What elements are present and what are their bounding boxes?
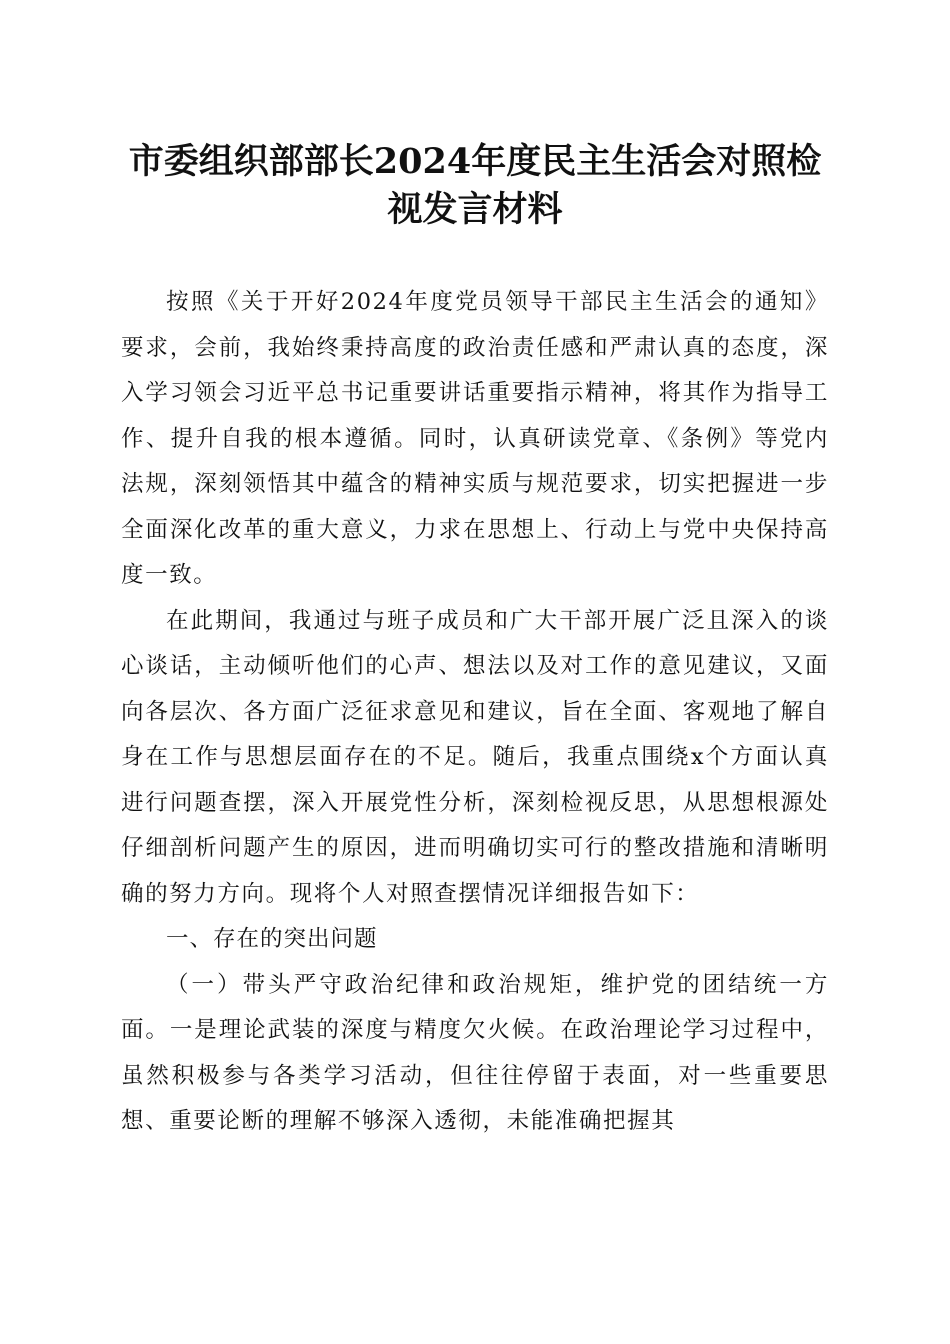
title-line-2: 视发言材料 <box>387 189 563 230</box>
subsection-paragraph: （一）带头严守政治纪律和政治规矩，维护党的团结统一方面。一是理论武装的深度与精度欠火候。在政治理论学习过程中，虽然积极参与各类学习活动，但往往停留于表面，对一些重要思想、重要论断的理解不够深入透彻，未能准确把握其 <box>121 971 829 1134</box>
document-body <box>121 280 829 1145</box>
body-paragraph-1: 按照《关于开好2024年度党员领导干部民主生活会的通知》要求，会前，我始终秉持高度的政治责任感和严肃认真的态度，深入学习领会习近平总书记重要讲话重要指示精神，将其作为指导工作、提升自我的根本遵循。同时，认真研读党章、《条例》等党内法规，深刻领悟其中蕴含的精神实质与规范要求，切实把握进一步全面深化改革的重大意义，力求在思想上、行动上与党中央保持高度一致。 <box>121 289 829 588</box>
title-line-1: 市委组织部部长2024年度民主生活会对照检 <box>128 141 822 182</box>
document-title <box>100 138 850 234</box>
body-paragraph-2: 在此期间，我通过与班子成员和广大干部开展广泛且深入的谈心谈话，主动倾听他们的心声、想法以及对工作的意见建议，又面向各层次、各方面广泛征求意见和建议，旨在全面、客观地了解自身在工作与思想层面存在的不足。随后，我重点围绕x个方面认真进行问题查摆，深入开展党性分析，深刻检视反思，从思想根源处仔细剖析问题产生的原因，进而明确切实可行的整改措施和清晰明确的努力方向。现将个人对照查摆情况详细报告如下： <box>121 607 829 907</box>
section-heading: 一、存在的突出问题 <box>166 926 378 952</box>
